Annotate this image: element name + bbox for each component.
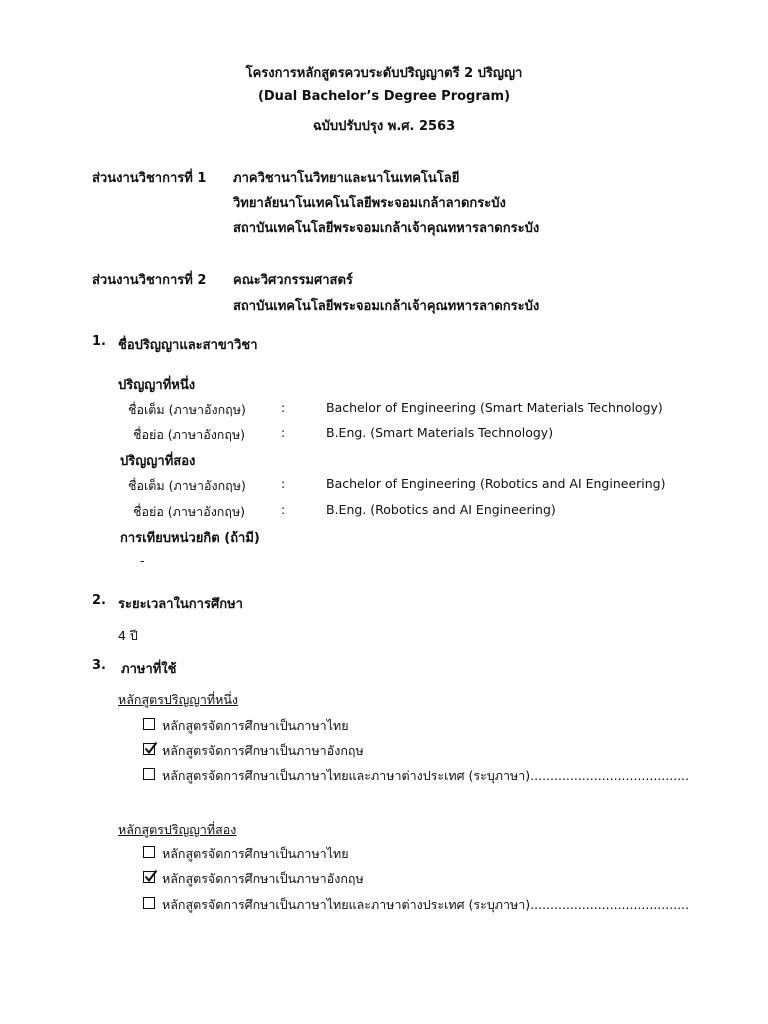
unit-1-line-3: สถาบันเทคโนโลยีพระจอมเกล้าเจ้าคุณทหารลาดกระบัง [233, 221, 540, 236]
program-1-option-3-label: หลักสูตรจัดการศึกษาเป็นภาษาไทยและภาษาต่างประเทศ (ระบุภาษา)........................................ [162, 768, 690, 783]
program-1-heading: หลักสูตรปริญญาที่หนึ่ง [118, 692, 239, 707]
section-3-title: ภาษาที่ใช้ [121, 662, 177, 677]
checkbox-empty[interactable] [143, 846, 155, 858]
checkbox-checked[interactable] [143, 871, 155, 883]
unit-2-line-2: สถาบันเทคโนโลยีพระจอมเกล้าเจ้าคุณทหารลาดกระบัง [233, 299, 540, 314]
section-1-title: ชื่อปริญญาและสาขาวิชา [118, 338, 258, 353]
study-duration-value: 4 ปี [118, 628, 138, 643]
degree-2-full-label: ชื่อเต็ม (ภาษาอังกฤษ) [128, 478, 246, 493]
document-revision: ฉบับปรับปรุง พ.ศ. 2563 [312, 119, 456, 134]
checkbox-empty[interactable] [143, 718, 155, 730]
degree-2-short-value: B.Eng. (Robotics and AI Engineering) [326, 502, 556, 517]
checkmark-icon [143, 868, 159, 884]
credit-transfer-heading: การเทียบหน่วยกิต (ถ้ามี) [120, 531, 260, 546]
unit-1-line-2: วิทยาลัยนาโนเทคโนโลยีพระจอมเกล้าลาดกระบัง [233, 196, 506, 211]
degree-2-full-value: Bachelor of Engineering (Robotics and AI Engineering) [326, 476, 666, 491]
section-2-number: 2. [92, 593, 106, 608]
unit-1-label: ส่วนงานวิชาการที่ 1 [92, 171, 207, 186]
checkbox-empty[interactable] [143, 768, 155, 780]
unit-2-line-1: คณะวิศวกรรมศาสตร์ [233, 273, 353, 288]
degree-1-short-label: ชื่อย่อ (ภาษาอังกฤษ) [133, 427, 246, 442]
program-2-option-2-label: หลักสูตรจัดการศึกษาเป็นภาษาอังกฤษ [162, 871, 364, 886]
degree-1-full-colon: : [281, 400, 286, 415]
section-1-number: 1. [92, 334, 106, 349]
degree-2-short-label: ชื่อย่อ (ภาษาอังกฤษ) [133, 504, 246, 519]
unit-1-line-1: ภาควิชานาโนวิทยาและนาโนเทคโนโลยี [233, 171, 460, 186]
document-title: โครงการหลักสูตรควบระดับปริญญาตรี 2 ปริญญา [245, 66, 523, 81]
degree-1-short-value: B.Eng. (Smart Materials Technology) [326, 425, 554, 440]
program-2-option-3-label: หลักสูตรจัดการศึกษาเป็นภาษาไทยและภาษาต่างประเทศ (ระบุภาษา)........................................ [162, 897, 690, 912]
unit-2-label: ส่วนงานวิชาการที่ 2 [92, 273, 207, 288]
checkbox-empty[interactable] [143, 897, 155, 909]
degree-2-short-colon: : [281, 502, 286, 517]
section-2-title: ระยะเวลาในการศึกษา [118, 597, 243, 612]
section-3-number: 3. [92, 658, 106, 673]
document-subtitle: (Dual Bachelor’s Degree Program) [257, 89, 511, 104]
credit-transfer-value: - [140, 553, 145, 568]
checkbox-checked[interactable] [143, 743, 155, 755]
program-1-option-1-label: หลักสูตรจัดการศึกษาเป็นภาษาไทย [162, 718, 349, 733]
degree-1-short-colon: : [281, 425, 286, 440]
degree-2-heading: ปริญญาที่สอง [120, 454, 196, 469]
degree-1-heading: ปริญญาที่หนึ่ง [118, 378, 196, 393]
degree-1-full-label: ชื่อเต็ม (ภาษาอังกฤษ) [128, 402, 246, 417]
checkmark-icon [143, 740, 159, 756]
program-2-option-1-label: หลักสูตรจัดการศึกษาเป็นภาษาไทย [162, 846, 349, 861]
degree-1-full-value: Bachelor of Engineering (Smart Materials Technology) [326, 400, 663, 415]
degree-2-full-colon: : [281, 476, 286, 491]
program-1-option-2-label: หลักสูตรจัดการศึกษาเป็นภาษาอังกฤษ [162, 743, 364, 758]
program-2-heading: หลักสูตรปริญญาที่สอง [118, 822, 237, 837]
